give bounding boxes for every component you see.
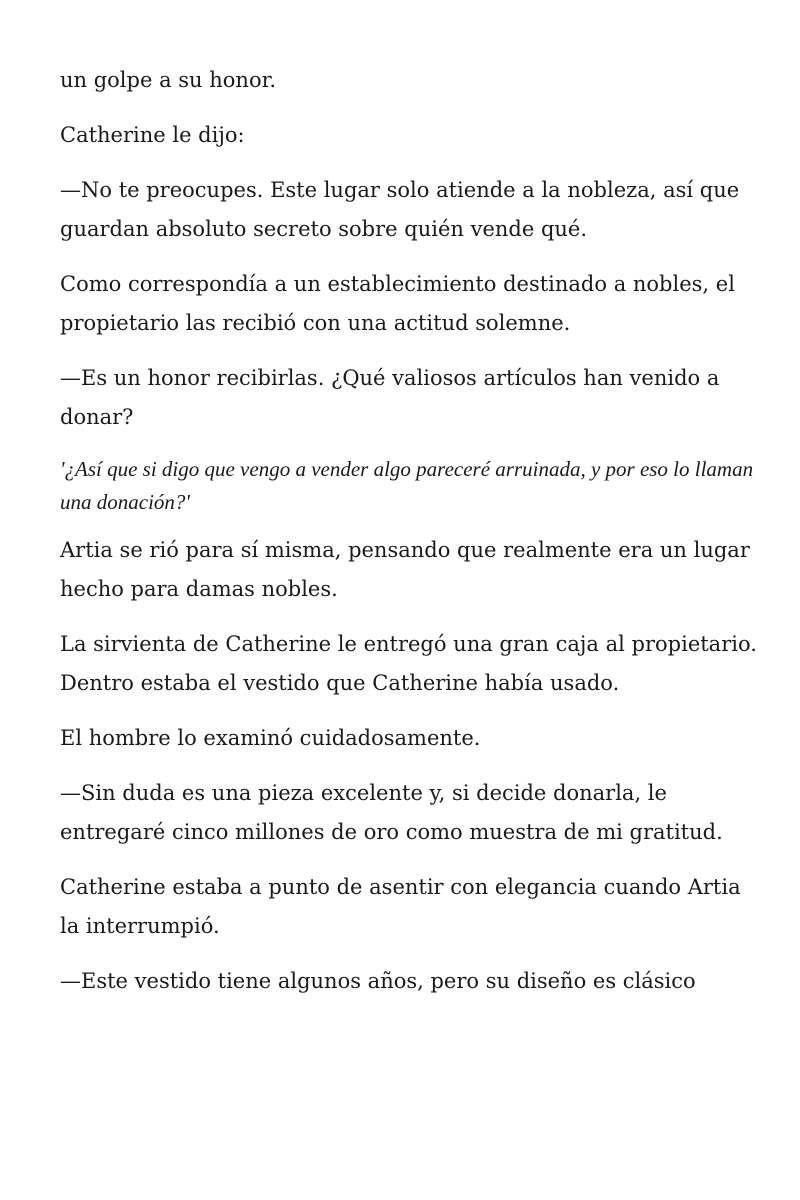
paragraph: Como correspondía a un establecimiento destinado a nobles, el propietario las recibió con una actitud solemne. — [60, 272, 735, 335]
paragraph: Catherine le dijo: — [60, 123, 245, 147]
paragraph: —Es un honor recibirlas. ¿Qué valiosos artículos han venido a donar? — [60, 366, 720, 429]
paragraph: —Sin duda es una pieza excelente y, si decide donarla, le entregaré cinco millones de oro como muestra de mi gratitud. — [60, 781, 723, 844]
paragraph: —No te preocupes. Este lugar solo atiende a la nobleza, así que guardan absoluto secreto sobre quién vende qué. — [60, 178, 740, 241]
paragraph: Catherine estaba a punto de asentir con elegancia cuando Artia la interrumpió. — [60, 875, 741, 938]
paragraph: Artia se rió para sí misma, pensando que realmente era un lugar hecho para damas nobles. — [60, 538, 750, 601]
paragraph: un golpe a su honor. — [60, 68, 276, 92]
reading-page — [60, 61, 760, 1017]
paragraph: —Este vestido tiene algunos años, pero su diseño es clásico — [60, 969, 696, 993]
inner-thought-paragraph: '¿Así que si digo que vengo a vender algo pareceré arruinada, y por eso lo llaman una donación?' — [60, 457, 754, 514]
paragraph: El hombre lo examinó cuidadosamente. — [60, 726, 481, 750]
paragraph: La sirvienta de Catherine le entregó una gran caja al propietario. Dentro estaba el vestido que Catherine había usado. — [60, 632, 757, 695]
